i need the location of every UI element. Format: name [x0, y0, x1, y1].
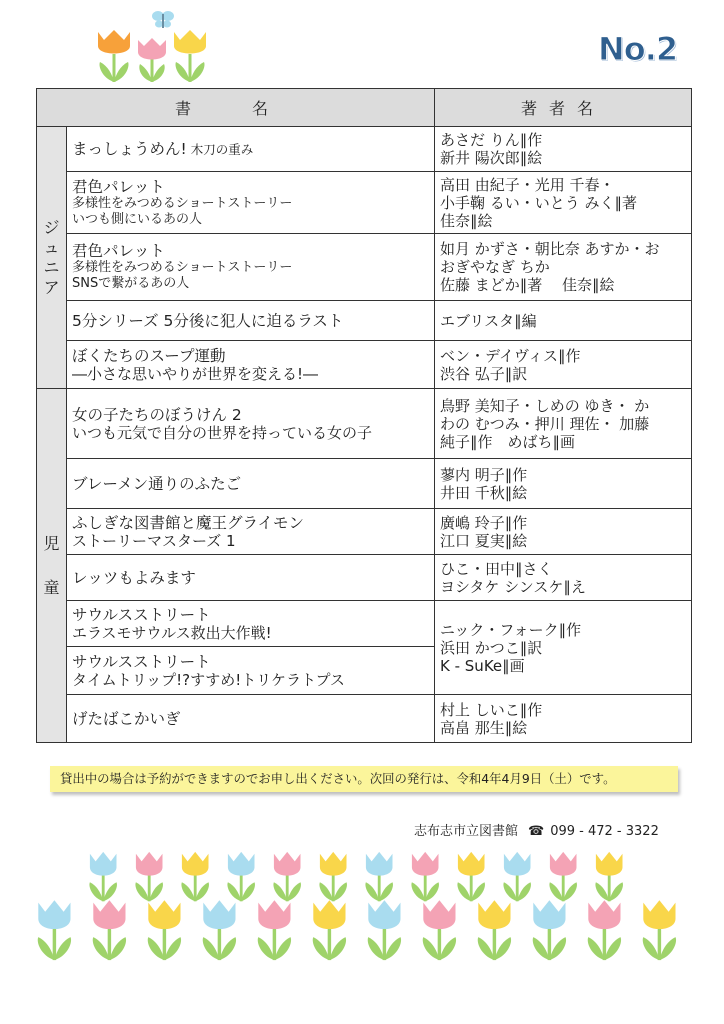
book-title-cell	[67, 601, 435, 647]
tulip-icon	[38, 900, 71, 960]
book-title-text: 君色パレット	[72, 242, 165, 260]
table-row	[37, 127, 692, 172]
table-row	[37, 459, 692, 509]
book-title	[72, 347, 429, 365]
table-header-row	[37, 89, 692, 127]
tulip-icon	[503, 852, 531, 901]
book-subtitle: タイムトリップ!?すすめ!トリケラトプス	[72, 670, 345, 689]
book-title-cell	[67, 301, 435, 341]
tulip-yellow-icon	[174, 30, 206, 82]
tulip-icon	[549, 852, 577, 901]
book-title-text: ブレーメン通りのふたご	[72, 474, 242, 493]
telephone-icon: ☎	[528, 824, 545, 839]
book-title-text: まっしょうめん!	[72, 139, 187, 158]
book-title-text: ふしぎな図書館と魔王グライモン	[72, 513, 305, 532]
book-author-cell: 廣嶋 玲子∥作 江口 夏実∥絵	[435, 509, 692, 555]
column-header-author: 著者名	[435, 89, 692, 127]
book-title	[72, 606, 429, 624]
section-label-char: 童	[43, 577, 60, 597]
notice-banner: 貸出中の場合は予約ができますのでお申し出ください。次回の発行は、令和4年4月9日（土）です。	[50, 766, 678, 792]
table-row	[37, 341, 692, 389]
tulip-orange-icon	[98, 30, 130, 82]
book-author-cell: 如月 かずさ・朝比奈 あすか・お おぎやなぎ ちか 佐藤 まどか∥著 佳奈∥絵	[435, 234, 692, 301]
book-title	[72, 140, 429, 159]
butterfly-icon	[152, 11, 174, 28]
tulip-icon	[135, 852, 163, 901]
tulip-icon	[313, 900, 346, 960]
book-title-text: ぼくたちのスープ運動	[72, 346, 226, 365]
book-subtitle: ストーリーマスターズ 1	[72, 531, 236, 550]
book-title-cell	[67, 509, 435, 555]
section-label-char: ジ	[43, 217, 60, 237]
tulip-icon	[203, 900, 236, 960]
tulip-icon	[227, 852, 255, 901]
tulip-decoration-bottom	[30, 848, 694, 968]
book-subtitle: ―小さな思いやりが世界を変える!―	[72, 364, 319, 383]
book-list-table	[36, 88, 692, 743]
issue-number: No.2	[598, 30, 678, 68]
book-title	[72, 406, 429, 424]
book-title-text: 君色パレット	[72, 177, 165, 196]
tulip-icon	[423, 900, 456, 960]
book-title-text: サウルスストリート	[72, 652, 211, 671]
book-subtitle: いつも側にいるあの人	[72, 211, 203, 227]
table-row	[37, 555, 692, 601]
book-title	[72, 242, 429, 260]
book-title-text: サウルスストリート	[72, 605, 211, 624]
book-subtitle: 多様性をみつめるショートストーリー	[72, 260, 293, 275]
book-subtitle: エラスモサウルス救出大作戦!	[72, 623, 272, 642]
section-label-char: ュ	[43, 237, 60, 257]
section-label-char: 児	[43, 533, 60, 553]
tulip-icon	[411, 852, 439, 901]
column-header-title: 書 名	[37, 89, 435, 127]
book-title-cell	[67, 172, 435, 234]
tulip-icon	[643, 900, 676, 960]
tulip-icon	[595, 852, 623, 901]
tulip-icon	[93, 900, 126, 960]
tulip-pink-icon	[138, 38, 166, 82]
section-label	[37, 127, 67, 389]
book-author-cell: 高田 由紀子・光用 千春・ 小手鞠 るい・いとう みく∥著 佳奈∥絵	[435, 172, 692, 234]
book-author-cell: 蓼内 明子∥作 井田 千秋∥絵	[435, 459, 692, 509]
book-title	[72, 710, 429, 728]
book-title	[72, 514, 429, 532]
table-row	[37, 172, 692, 234]
table-row	[37, 695, 692, 743]
section-label-char: ニ	[43, 257, 60, 277]
table-row	[37, 301, 692, 341]
book-title-text: レッツもよみます	[72, 568, 196, 587]
tulip-icon	[273, 852, 301, 901]
tulip-icon	[478, 900, 511, 960]
book-subtitle: いつも元気で自分の世界を持っている女の子	[72, 423, 373, 442]
book-title-cell	[67, 389, 435, 459]
library-phone: 099 - 472 - 3322	[550, 824, 659, 839]
book-subtitle: 多様性をみつめるショートストーリー	[72, 195, 293, 211]
book-title-cell	[67, 234, 435, 301]
tulip-icon	[368, 900, 401, 960]
tulip-icon	[533, 900, 566, 960]
library-name: 志布志市立図書館	[414, 824, 519, 839]
table-row	[37, 509, 692, 555]
book-author-cell: 鳥野 美知子・しめの ゆき・ か わの むつみ・押川 理佐・ 加藤 純子∥作 めばち∥画	[435, 389, 692, 459]
book-title-text: 5分シリーズ 5分後に犯人に迫るラスト	[72, 311, 344, 330]
tulip-icon	[588, 900, 621, 960]
book-title-cell	[67, 647, 435, 695]
tulip-icon	[258, 900, 291, 960]
table-body	[37, 127, 692, 743]
book-author-cell: ニック・フォーク∥作 浜田 かつこ∥訳 K - SuKe∥画	[435, 601, 692, 695]
book-title	[72, 312, 429, 330]
book-subtitle: SNSで繋がるあの人	[72, 276, 190, 291]
tulip-icon	[148, 900, 181, 960]
tulip-icon	[365, 852, 393, 901]
tulip-icon	[181, 852, 209, 901]
book-title-text: 女の子たちのぼうけん 2	[72, 405, 242, 424]
book-title-cell	[67, 459, 435, 509]
book-title-cell	[67, 341, 435, 389]
book-author-cell: ベン・デイヴィス∥作 渋谷 弘子∥訳	[435, 341, 692, 389]
tulip-icon	[319, 852, 347, 901]
book-author-cell: あさだ りん∥作 新井 陽次郎∥絵	[435, 127, 692, 172]
section-label-char: ア	[43, 277, 60, 297]
book-title-inline-subtitle: 木刀の重み	[190, 141, 254, 157]
book-title	[72, 475, 429, 493]
tulip-decoration-top	[92, 6, 214, 86]
tulip-icon	[89, 852, 117, 901]
book-author-cell: エブリスタ∥編	[435, 301, 692, 341]
book-author-cell: 村上 しいこ∥作 高畠 那生∥絵	[435, 695, 692, 743]
book-title-cell	[67, 127, 435, 172]
book-author-cell: ひこ・田中∥さく ヨシタケ シンスケ∥え	[435, 555, 692, 601]
book-title	[72, 178, 429, 196]
table-row	[37, 601, 692, 647]
tulip-icon	[457, 852, 485, 901]
table-row	[37, 234, 692, 301]
book-title	[72, 653, 429, 671]
book-title	[72, 569, 429, 587]
library-contact	[414, 820, 659, 839]
book-title-text: げたばこかいぎ	[72, 709, 181, 728]
book-title-cell	[67, 695, 435, 743]
section-label	[37, 389, 67, 743]
table-row	[37, 389, 692, 459]
book-title-cell	[67, 555, 435, 601]
